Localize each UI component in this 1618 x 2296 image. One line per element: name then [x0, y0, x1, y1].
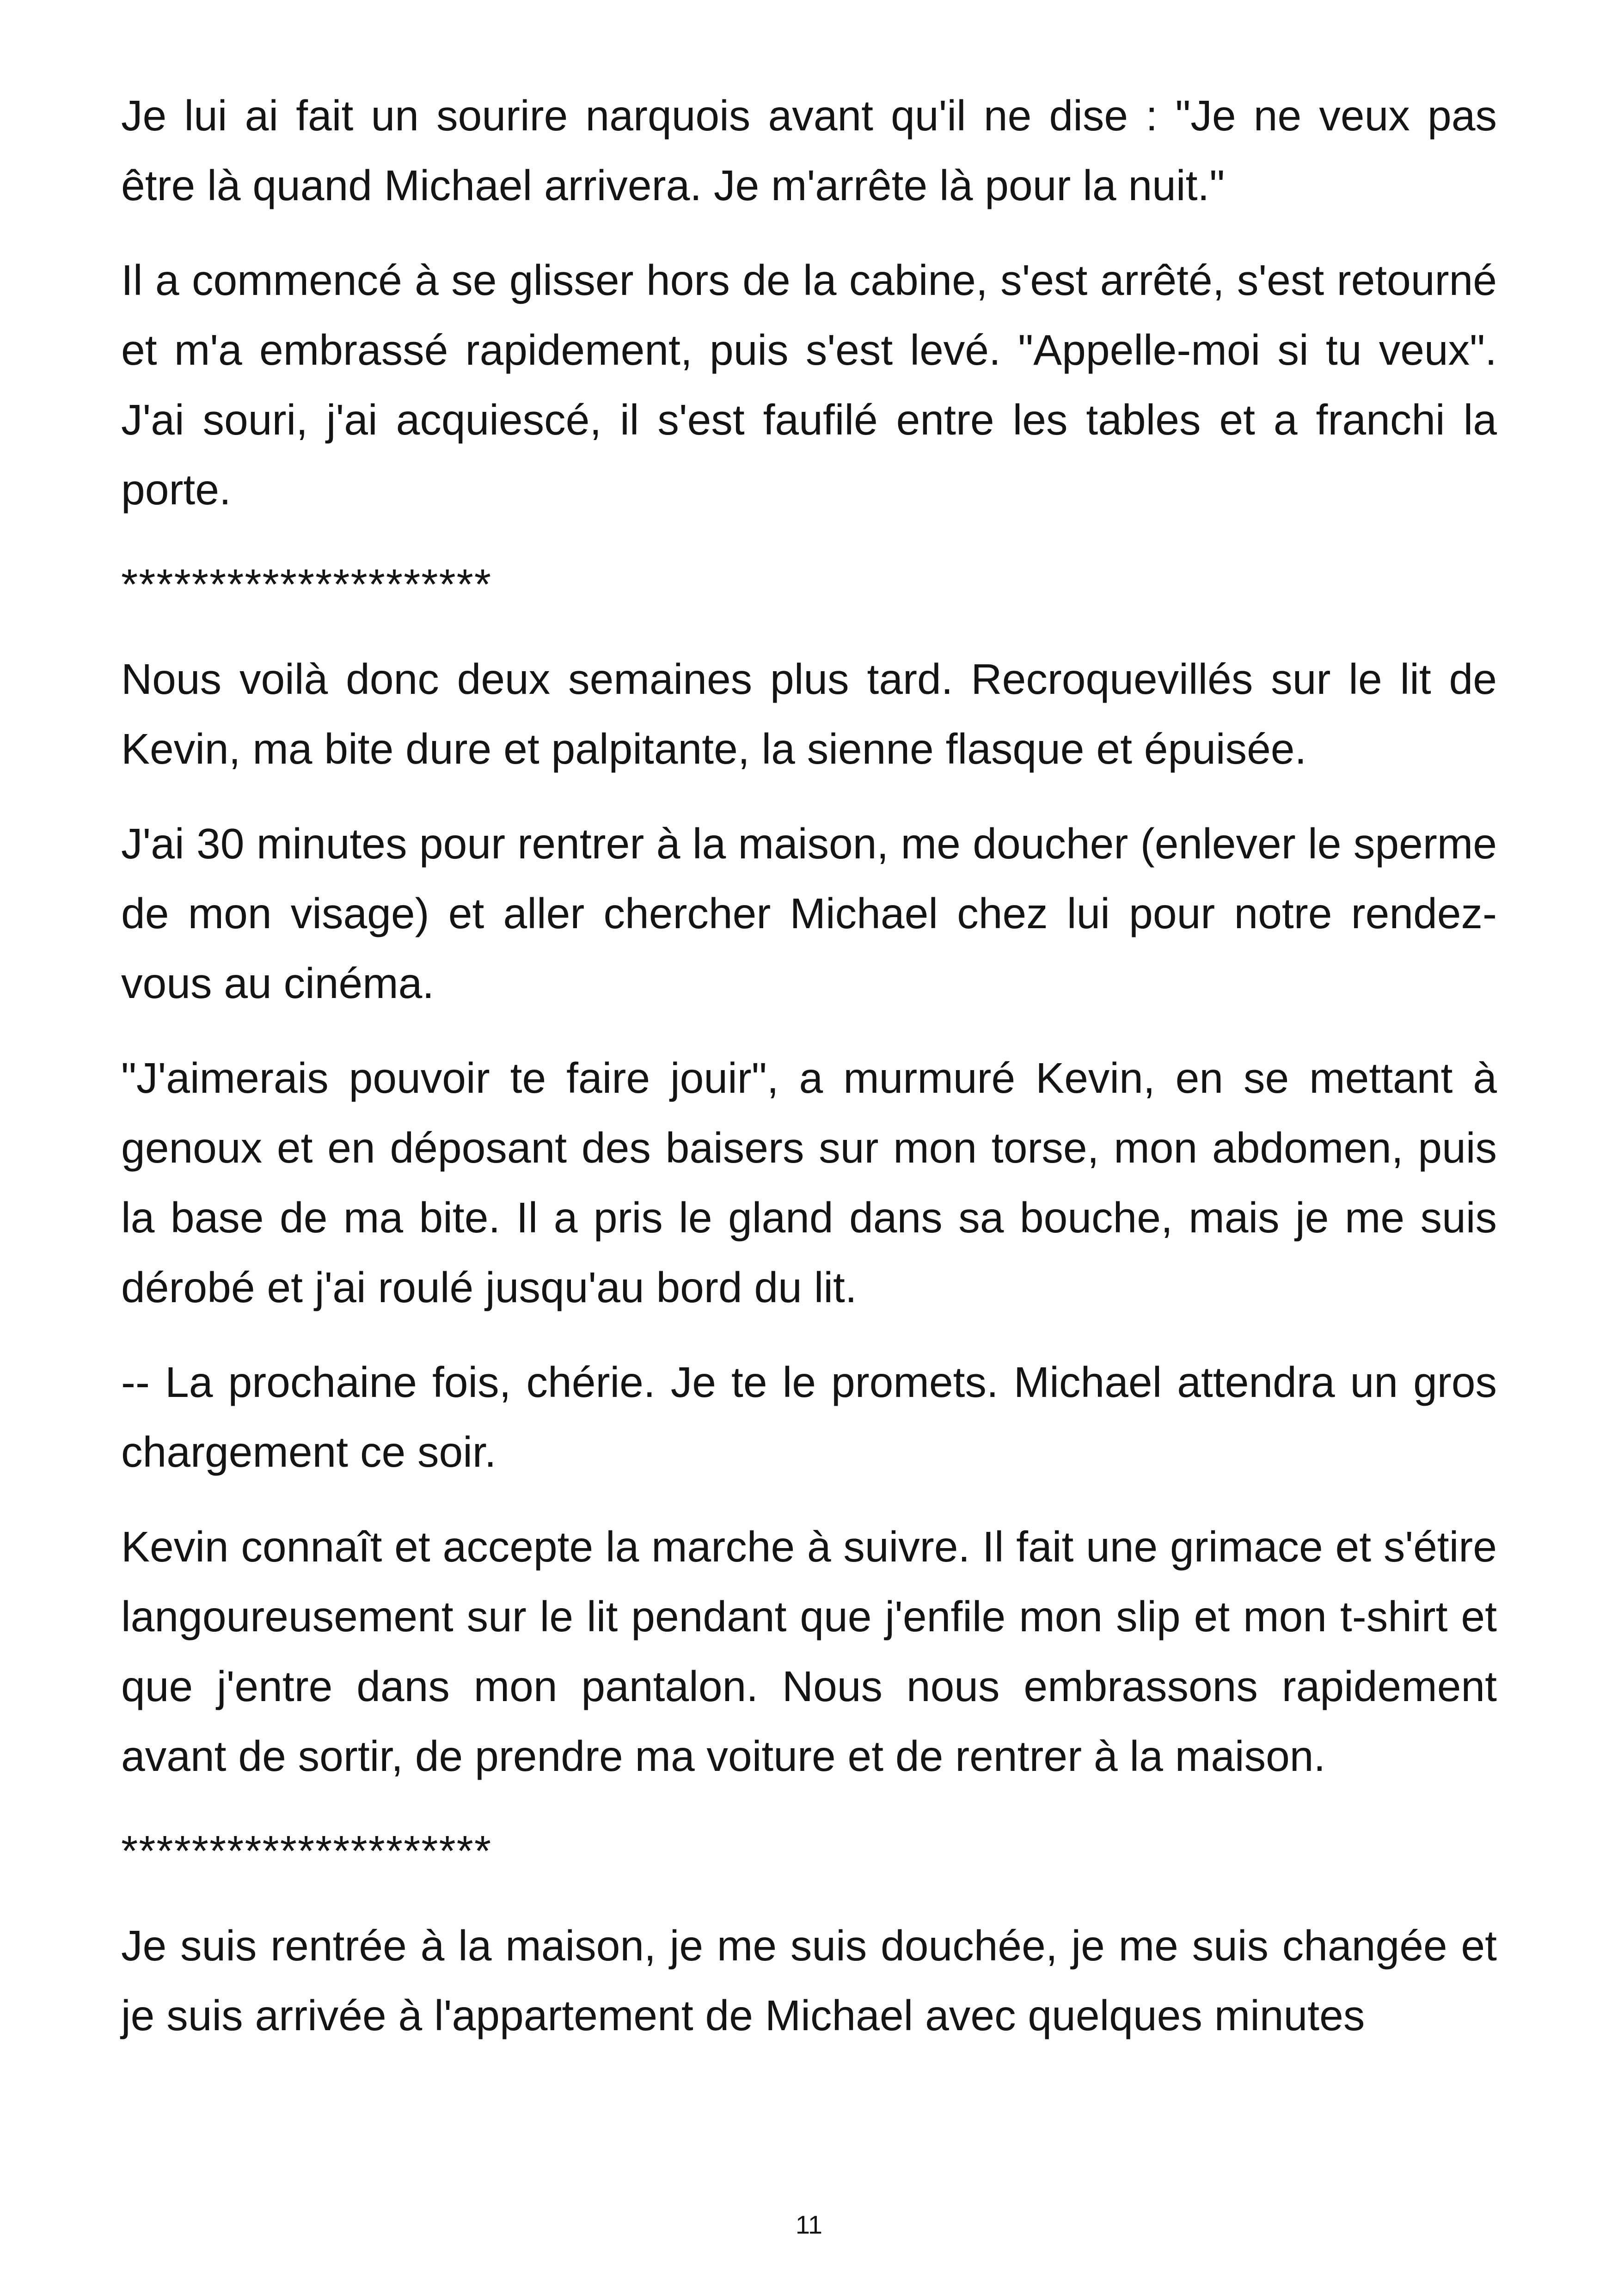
section-separator: *********************: [121, 1827, 492, 1875]
paragraph: "J'aimerais pouvoir te faire jouir", a murmuré Kevin, en se mettant à genoux et en déposant des baisers sur mon torse, mon abdomen, puis la base de ma bite. Il a pris le gland dans sa bouche, mais je me suis dérobé et j'ai roulé jusqu'au bord du lit.: [121, 1054, 1497, 1311]
document-text-body: [121, 81, 1497, 2076]
section-separator: *********************: [121, 560, 492, 608]
page-number: 11: [795, 2210, 823, 2239]
paragraph: -- La prochaine fois, chérie. Je te le promets. Michael attendra un gros chargement ce soir.: [121, 1358, 1497, 1476]
paragraph: Je lui ai fait un sourire narquois avant qu'il ne dise : "Je ne veux pas être là quand Michael arrivera. Je m'arrête là pour la nuit.": [121, 92, 1497, 209]
paragraph: Kevin connaît et accepte la marche à suivre. Il fait une grimace et s'étire langoureusement sur le lit pendant que j'enfile mon slip et mon t-shirt et que j'entre dans mon pantalon. Nous nous embrassons rapidement avant de sortir, de prendre ma voiture et de rentrer à la maison.: [121, 1523, 1497, 1780]
paragraph: Nous voilà donc deux semaines plus tard. Recroquevillés sur le lit de Kevin, ma bite dure et palpitante, la sienne flasque et épuisée.: [121, 655, 1497, 773]
paragraph: Je suis rentrée à la maison, je me suis douchée, je me suis changée et je suis arrivée à l'appartement de Michael avec quelques minutes: [121, 1922, 1497, 2039]
paragraph: J'ai 30 minutes pour rentrer à la maison, me doucher (enlever le sperme de mon visage) et aller chercher Michael chez lui pour notre rendez-vous au cinéma.: [121, 820, 1497, 1007]
paragraph: Il a commencé à se glisser hors de la cabine, s'est arrêté, s'est retourné et m'a embrassé rapidement, puis s'est levé. "Appelle-moi si tu veux". J'ai souri, j'ai acquiescé, il s'est faufilé entre les tables et a franchi la porte.: [121, 256, 1497, 514]
